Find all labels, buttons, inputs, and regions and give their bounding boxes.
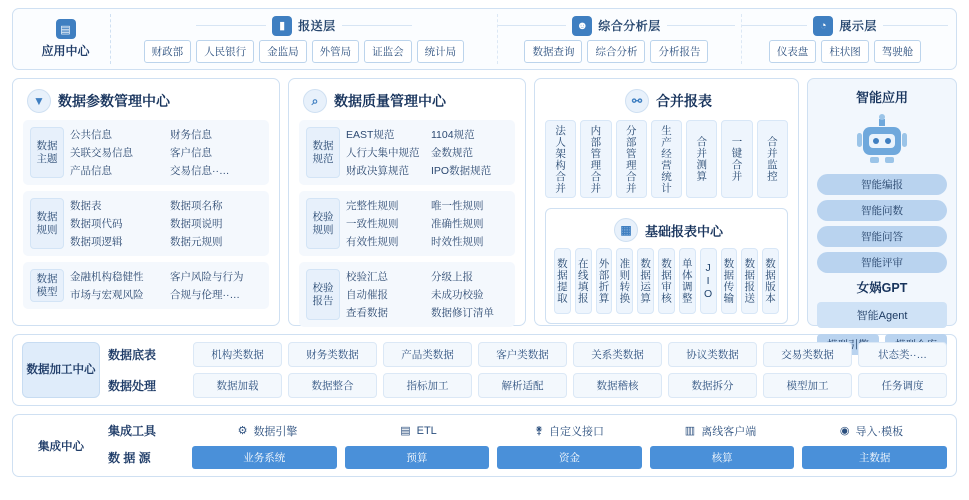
param-item[interactable]: 关联交易信息 (70, 147, 133, 159)
report-icon: ▦ (614, 218, 638, 242)
base-column[interactable]: 数据传输 (721, 248, 738, 314)
layer-chips-analysis (524, 40, 708, 63)
base-column[interactable]: 在线填报 (575, 248, 592, 314)
quality-item[interactable]: 一致性规则 (346, 218, 399, 230)
data-processing-center (12, 334, 957, 406)
merge-column[interactable]: 法人架构合并 (545, 120, 576, 198)
cell-item[interactable]: 产品类数据 (383, 342, 472, 367)
processing-line-data-processing (108, 373, 947, 398)
tool-label: 数据引擎 (253, 425, 298, 438)
param-group-items (70, 269, 262, 302)
integration-center-label: 集成中心 (38, 440, 84, 453)
row-name: 数据底表 (108, 348, 157, 362)
base-column[interactable]: 数据审核 (658, 248, 675, 314)
param-group-items (70, 127, 262, 178)
bar-chart-icon: ▮ (272, 16, 292, 36)
tool-list (192, 423, 947, 439)
chip-item[interactable]: 柱状图 (821, 40, 869, 63)
merge-report-title-text: 合并报表 (656, 93, 712, 109)
robot-icon (817, 113, 947, 170)
base-column[interactable]: 数据运算 (637, 248, 654, 314)
param-card-title-text: 数据参数管理中心 (58, 93, 170, 109)
quality-item[interactable]: 准确性规则 (431, 218, 484, 230)
chip-item[interactable]: 证监会 (364, 40, 412, 63)
quality-group-label: 校验报告 (306, 269, 340, 320)
layer-head-presentation (742, 16, 948, 36)
quality-item[interactable]: IPO数据规范 (431, 165, 492, 177)
import-icon: ◉ (839, 425, 850, 437)
cell-item[interactable]: 指标加工 (383, 373, 472, 398)
tool-label: 离线客户端 (701, 425, 757, 438)
base-report-center (545, 208, 788, 324)
source-item[interactable]: 主数据 (802, 446, 947, 469)
quality-item[interactable]: 未成功校验 (431, 289, 484, 301)
chip-item[interactable]: 外管局 (312, 40, 360, 63)
quality-item[interactable]: 1104规范 (431, 129, 475, 141)
param-group-label: 数据模型 (30, 269, 64, 302)
row-cells (193, 342, 947, 367)
smart-application-card (807, 78, 957, 326)
param-group-model (23, 262, 269, 309)
funnel-icon: ▼ (27, 89, 51, 113)
smart-pill[interactable]: 智能评审 (817, 252, 947, 273)
param-group-items (70, 198, 262, 249)
quality-group-standards (299, 120, 515, 185)
row-cells (193, 373, 947, 398)
cell-item[interactable]: 机构类数据 (193, 342, 282, 367)
chip-item[interactable]: 综合分析 (587, 40, 645, 63)
quality-group-items (346, 198, 508, 249)
cell-item[interactable]: 解析适配 (478, 373, 567, 398)
smart-app-title: 智能应用 (855, 90, 908, 105)
tool-item-import-template[interactable] (796, 423, 947, 439)
source-list (192, 446, 947, 469)
quality-group-items (346, 127, 508, 178)
param-management-card (12, 78, 280, 326)
source-item[interactable]: 资金 (497, 446, 642, 469)
center-cards-row (12, 78, 957, 326)
chip-item[interactable]: 金监局 (259, 40, 307, 63)
param-item[interactable]: 数据项逻辑 (70, 236, 123, 248)
quality-item[interactable]: 财政决算规范 (346, 165, 409, 177)
cell-item[interactable]: 财务类数据 (288, 342, 377, 367)
quality-group-validation (299, 191, 515, 256)
tool-item-data-engine[interactable] (192, 423, 343, 439)
cell-item[interactable]: 状态类··… (858, 342, 947, 367)
quality-group-label: 数据规范 (306, 127, 340, 178)
integration-tools-line (108, 422, 947, 439)
chip-item[interactable]: 分析报告 (650, 40, 708, 63)
quality-item[interactable]: 数据修订清单 (431, 307, 494, 319)
layer-chips-presentation (769, 40, 922, 63)
merge-report-columns (545, 120, 788, 198)
integration-center (12, 414, 957, 477)
layer-head-reporting (117, 16, 491, 36)
app-center-label: 应用中心 (41, 44, 90, 58)
quality-item[interactable]: 分级上报 (431, 271, 473, 283)
quality-group-label: 校验规则 (306, 198, 340, 249)
chip-item[interactable]: 驾驶舱 (874, 40, 922, 63)
merge-column[interactable]: 生产经营统计 (651, 120, 682, 198)
layer-group-analysis (497, 14, 735, 64)
row-name: 集成工具 (108, 424, 157, 438)
tool-label: 导入·模板 (855, 425, 904, 438)
divider (883, 25, 948, 26)
cell-item[interactable]: 协议类数据 (668, 342, 757, 367)
smart-pill[interactable]: 智能问答 (817, 226, 947, 247)
integration-sources-line (108, 446, 947, 469)
divider (498, 25, 566, 26)
dashboard-icon: ◔ (813, 16, 833, 36)
base-column[interactable]: 数据报送 (741, 248, 758, 314)
merge-column[interactable]: 合并测算 (686, 120, 717, 198)
tool-item-offline-client[interactable] (645, 423, 796, 439)
source-item[interactable]: 预算 (345, 446, 490, 469)
base-column-jio[interactable]: JIO (700, 248, 717, 314)
tool-label: 自定义接口 (549, 425, 605, 438)
chip-item[interactable]: 统计局 (417, 40, 465, 63)
cell-item[interactable]: 数据加载 (193, 373, 282, 398)
param-group-label: 数据规则 (30, 198, 64, 249)
base-report-columns (554, 248, 779, 314)
layer-chips-reporting (144, 40, 465, 63)
merge-column[interactable]: 合并监控 (757, 120, 788, 198)
row-name: 数 据 源 (108, 451, 151, 465)
row-name: 数据处理 (108, 379, 157, 393)
document-icon: ▤ (56, 19, 76, 39)
layer-group-presentation (741, 14, 948, 64)
param-group-rules (23, 191, 269, 256)
cell-item[interactable]: 任务调度 (858, 373, 947, 398)
base-column[interactable]: 单体调整 (679, 248, 696, 314)
cell-item[interactable]: 模型加工 (763, 373, 852, 398)
base-report-title (554, 216, 779, 248)
param-item[interactable]: 数据元规则 (170, 236, 223, 248)
magnifier-icon: ⌕ (303, 89, 327, 113)
param-group-label: 数据主题 (30, 127, 64, 178)
integration-rows (108, 422, 947, 469)
base-column[interactable]: 数据版本 (762, 248, 779, 314)
layer-title-reporting: 报送层 (298, 19, 336, 33)
quality-group-items (346, 269, 508, 320)
param-item[interactable]: 数据项代码 (70, 218, 123, 230)
base-report-title-text: 基础报表中心 (644, 223, 723, 239)
param-item[interactable]: 公共信息 (70, 129, 112, 141)
chip-item[interactable]: 数据查询 (524, 40, 582, 63)
param-item[interactable]: 数据项说明 (170, 218, 223, 230)
integration-row (22, 422, 947, 469)
param-group-theme (23, 120, 269, 185)
processing-rows (108, 342, 947, 398)
quality-card-title-text: 数据质量管理中心 (334, 93, 446, 109)
divider (196, 25, 266, 26)
gear-icon: ⚙ (237, 425, 248, 437)
processing-line-base-tables (108, 342, 947, 367)
merge-column[interactable]: 一键合并 (721, 120, 752, 198)
param-card-title (23, 87, 269, 120)
user-icon: ☻ (572, 16, 592, 36)
merge-icon: ⚯ (625, 89, 649, 113)
merge-column[interactable]: 内部管理合并 (580, 120, 611, 198)
quality-item[interactable]: 唯一性规则 (431, 200, 484, 212)
base-column[interactable]: 准则转换 (616, 248, 633, 314)
cell-item[interactable]: 交易类数据 (763, 342, 852, 367)
cell-item[interactable]: 数据拆分 (668, 373, 757, 398)
top-layer-bar (12, 8, 957, 70)
param-item[interactable]: 合规与伦理··… (170, 289, 240, 301)
layer-head-analysis (498, 16, 735, 36)
source-item[interactable]: 核算 (650, 446, 795, 469)
quality-item[interactable]: 校验汇总 (346, 271, 388, 283)
quality-item[interactable]: 自动催报 (346, 289, 388, 301)
chip-item[interactable]: 人民银行 (196, 40, 254, 63)
processing-center-label: 数据加工中心 (22, 342, 100, 398)
tool-item-etl[interactable] (343, 423, 494, 439)
tool-label: ETL (416, 424, 437, 437)
smart-pill[interactable]: 智能问数 (817, 200, 947, 221)
param-item[interactable]: 金融机构稳健性 (70, 271, 144, 283)
quality-item[interactable]: 查看数据 (346, 307, 388, 319)
quality-group-report (299, 262, 515, 327)
cell-item[interactable]: 客户类数据 (478, 342, 567, 367)
source-item[interactable]: 业务系统 (192, 446, 337, 469)
base-column[interactable]: 外部折算 (596, 248, 613, 314)
param-item[interactable]: 客户信息 (170, 147, 212, 159)
processing-row (22, 342, 947, 398)
param-item[interactable]: 数据表 (70, 200, 102, 212)
quality-item[interactable]: 完整性规则 (346, 200, 399, 212)
quality-item[interactable]: 人行大集中规范 (346, 147, 420, 159)
chip-item[interactable]: 财政部 (144, 40, 192, 63)
cell-item[interactable]: 关系类数据 (573, 342, 662, 367)
cell-item[interactable]: 数据整合 (288, 373, 377, 398)
smart-pill[interactable]: 智能编报 (817, 174, 947, 195)
param-item[interactable]: 客户风险与行为 (170, 271, 244, 283)
quality-item[interactable]: 时效性规则 (431, 236, 484, 248)
quality-item[interactable]: EAST规范 (346, 129, 395, 141)
report-center-card (534, 78, 799, 326)
tool-item-custom-api[interactable] (494, 423, 645, 439)
param-item[interactable]: 财务信息 (170, 129, 212, 141)
layer-title-analysis: 综合分析层 (598, 19, 661, 33)
param-item[interactable]: 市场与宏观风险 (70, 289, 144, 301)
divider (667, 25, 735, 26)
layer-title-presentation: 展示层 (839, 19, 877, 33)
app-center-block (21, 14, 111, 64)
merge-report-title (545, 87, 788, 120)
smart-agent-button[interactable]: 智能Agent (817, 302, 947, 328)
cell-item[interactable]: 数据稽核 (573, 373, 662, 398)
merge-column[interactable]: 分部管理合并 (616, 120, 647, 198)
quality-item[interactable]: 有效性规则 (346, 236, 399, 248)
quality-item[interactable]: 金数规范 (431, 147, 473, 159)
gpt-name-label: 女娲GPT (856, 281, 908, 295)
base-column[interactable]: 数据提取 (554, 248, 571, 314)
param-item[interactable]: 产品信息 (70, 165, 112, 177)
divider (342, 25, 412, 26)
param-item[interactable]: 交易信息··… (170, 165, 230, 177)
plug-icon: ⚵ (534, 425, 544, 437)
param-item[interactable]: 数据项名称 (170, 200, 223, 212)
window-icon: ▥ (684, 425, 696, 437)
divider (742, 25, 807, 26)
layer-group-reporting (117, 14, 491, 64)
list-icon: ▤ (400, 425, 411, 437)
quality-card-title (299, 87, 515, 120)
quality-management-card (288, 78, 526, 326)
chip-item[interactable]: 仪表盘 (769, 40, 817, 63)
